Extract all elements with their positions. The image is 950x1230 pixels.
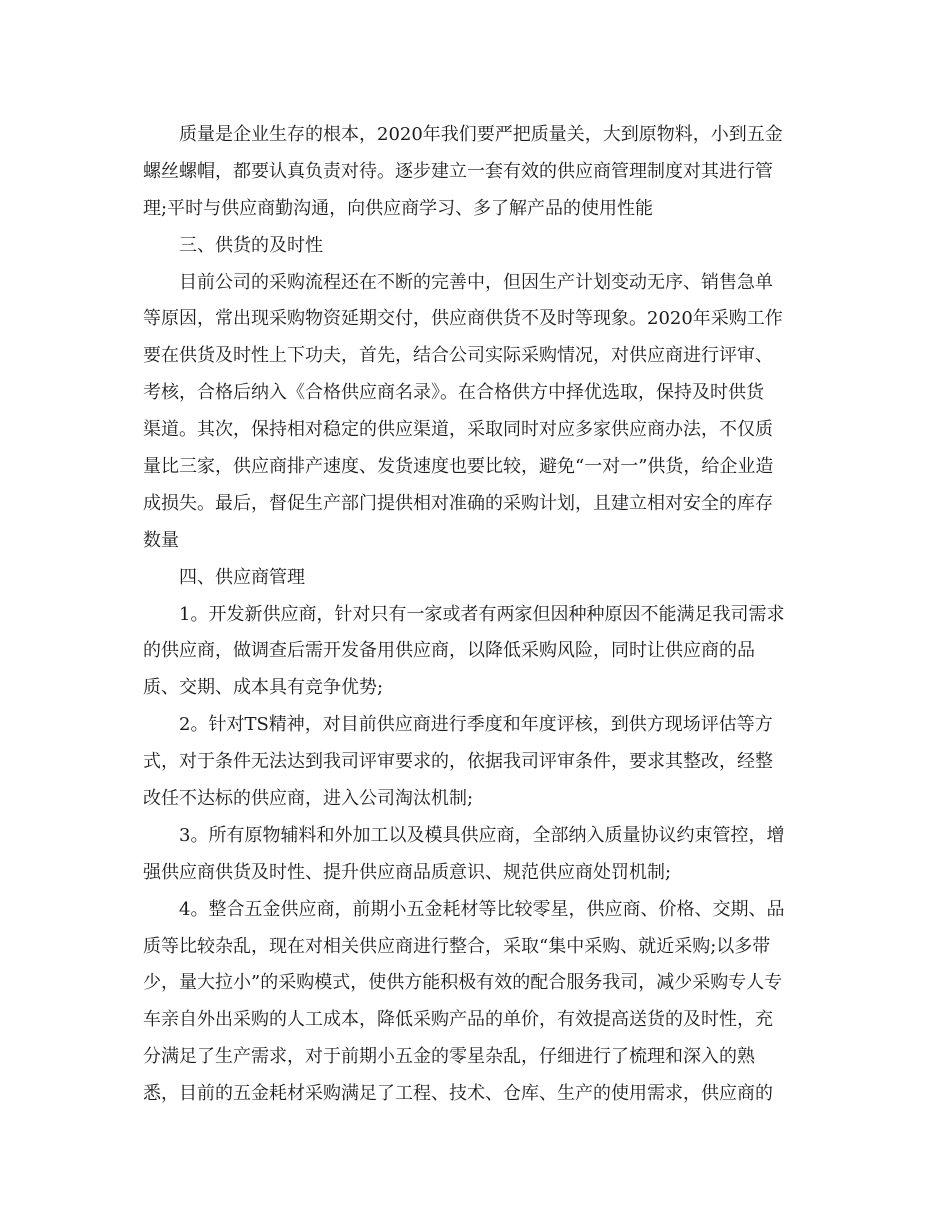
text-line: 螺丝螺帽，都要认真负责对待。逐步建立一套有效的供应商管理制度对其进行管: [143, 160, 773, 182]
text-line: 车亲自外出采购的人工成本，降低采购产品的单价，有效提高送货的及时性，充: [143, 1009, 773, 1031]
text-line: 质量是企业生存的根本，2020年我们要严把质量关，大到原物料，小到五金: [179, 124, 783, 145]
text-line: 考核，合格后纳入《合格供应商名录》。在合格供方中择优选取，保持及时供货: [143, 382, 764, 404]
text-line: 1。开发新供应商，针对只有一家或者有两家但因种种原因不能满足我司需求: [179, 603, 785, 625]
text-line: 四、供应商管理: [179, 566, 305, 588]
text-line: 理;平时与供应商勤沟通，向供应商学习、多了解产品的使用性能: [143, 197, 654, 219]
text-line: 质等比较杂乱，现在对相关供应商进行整合，采取“集中采购、就近采购;以多带: [143, 935, 771, 957]
text-line: 三、供货的及时性: [179, 234, 323, 256]
text-line: 4。整合五金供应商，前期小五金耗材等比较零星，供应商、价格、交期、品: [179, 898, 785, 920]
text-line: 3。所有原物辅料和外加工以及模具供应商，全部纳入质量协议约束管控，增: [179, 824, 785, 846]
text-line: 的供应商，做调查后需开发备用供应商，以降低采购风险，同时让供应商的品: [143, 640, 755, 662]
text-line: 少，量大拉小”的采购模式，使供方能积极有效的配合服务我司，减少采购专人专: [143, 972, 783, 994]
text-line: 成损失。最后，督促生产部门提供相对准确的采购计划，且建立相对安全的库存: [143, 492, 773, 514]
text-line: 悉，目前的五金耗材采购满足了工程、技术、仓库、生产的使用需求，供应商的: [143, 1083, 773, 1105]
text-line: 渠道。其次，保持相对稳定的供应渠道，采取同时对应多家供应商办法，不仅质: [143, 419, 773, 441]
text-line: 质、交期、成本具有竞争优势;: [143, 677, 384, 699]
text-line: 要在供货及时性上下功夫，首先，结合公司实际采购情况，对供应商进行评审、: [143, 345, 773, 367]
text-line: 式，对于条件无法达到我司评审要求的，依据我司评审条件，要求其整改，经整: [143, 751, 773, 773]
text-line: 改任不达标的供应商，进入公司淘汰机制;: [143, 788, 474, 810]
text-line: 分满足了生产需求，对于前期小五金的零星杂乱，仔细进行了梳理和深入的熟: [143, 1046, 755, 1068]
text-line: 2。针对TS精神，对目前供应商进行季度和年度评核，到供方现场评估等方: [179, 714, 773, 736]
text-line: 数量: [143, 529, 179, 551]
text-line: 目前公司的采购流程还在不断的完善中，但因生产计划变动无序、销售急单: [179, 271, 773, 293]
text-line: 等原因，常出现采购物资延期交付，供应商供货不及时等现象。2020年采购工作: [143, 308, 783, 330]
document-body: [143, 117, 823, 1113]
text-line: 强供应商供货及时性、提升供应商品质意识、规范供应商处罚机制;: [143, 861, 672, 883]
text-line: 量比三家，供应商排产速度、发货速度也要比较，避免“一对一”供货，给企业造: [143, 456, 774, 478]
